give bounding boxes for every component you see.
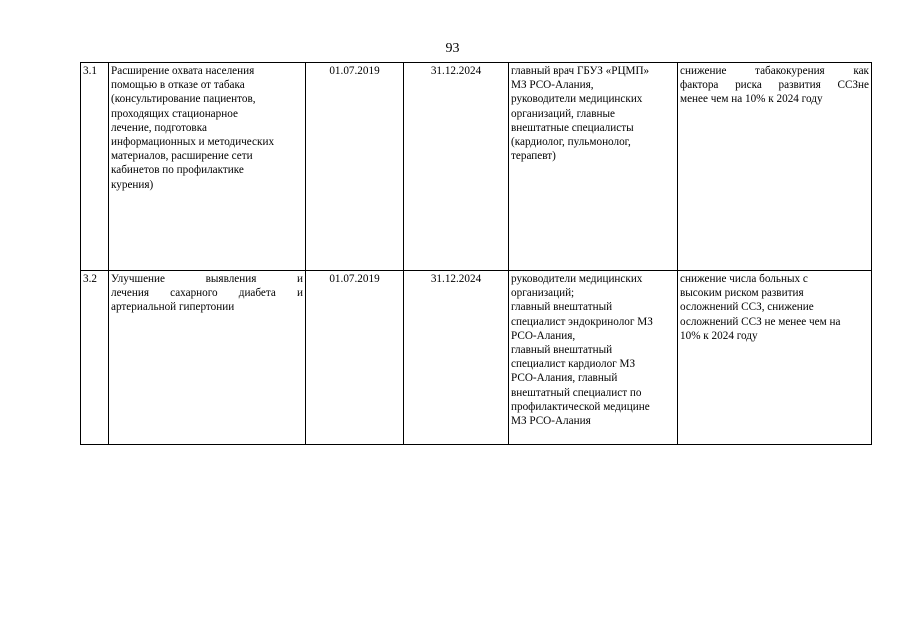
- page-number: 93: [445, 41, 460, 56]
- activity-plan-table: [80, 62, 872, 445]
- result-line: осложнений ССЗ, снижение: [680, 301, 814, 314]
- activity-cell: [109, 63, 306, 271]
- result-line: снижение числа больных с: [680, 273, 808, 285]
- activity-cell: [109, 271, 306, 445]
- responsible-line: МЗ РСО-Алания: [511, 415, 591, 428]
- responsible-line: руководители медицинских: [511, 93, 643, 106]
- responsible-line: РСО-Алания, главный: [511, 372, 618, 385]
- activity-line: артериальной гипертонии: [111, 301, 235, 314]
- activity-line: помощью в отказе от табака: [111, 79, 245, 92]
- responsible-cell: [509, 63, 678, 271]
- end-date: 31.12.2024: [404, 63, 509, 271]
- table-row: [81, 63, 872, 271]
- result-cell: [678, 63, 872, 271]
- activity-line: Улучшение выявления и: [111, 273, 303, 285]
- start-date: 01.07.2019: [306, 271, 404, 445]
- result-line: высоким риском развития: [680, 287, 804, 300]
- responsible-line: МЗ РСО-Алания,: [511, 79, 594, 92]
- responsible-cell: [509, 271, 678, 445]
- responsible-line: главный внештатный: [511, 344, 613, 357]
- start-date: 01.07.2019: [306, 63, 404, 271]
- responsible-line: организаций;: [511, 287, 575, 300]
- result-line: фактора риска развития ССЗне: [680, 79, 869, 92]
- row-number: 3.2: [81, 271, 109, 445]
- activity-line: Расширение охвата населения: [111, 65, 255, 77]
- responsible-line: специалист кардиолог МЗ: [511, 358, 636, 371]
- responsible-line: РСО-Алания,: [511, 329, 576, 342]
- result-line: осложнений ССЗ не менее чем на: [680, 315, 841, 328]
- responsible-line: специалист эндокринолог МЗ: [511, 315, 653, 328]
- activity-line: материалов, расширение сети: [111, 150, 253, 163]
- responsible-line: (кардиолог, пульмонолог,: [511, 136, 631, 149]
- activity-line: проходящих стационарное: [111, 107, 238, 120]
- activity-line: кабинетов по профилактике: [111, 164, 244, 177]
- responsible-line: руководители медицинских: [511, 273, 643, 285]
- activity-line: (консультирование пациентов,: [111, 93, 256, 106]
- responsible-line: внештатный специалист по: [511, 386, 642, 399]
- activity-line: курения): [111, 178, 154, 191]
- responsible-line: внештатные специалисты: [511, 121, 634, 134]
- responsible-line: профилактической медицине: [511, 400, 650, 413]
- result-line: менее чем на 10% к 2024 году: [680, 93, 823, 106]
- result-cell: [678, 271, 872, 445]
- result-line: снижение табакокурения как: [680, 65, 869, 77]
- responsible-line: главный врач ГБУЗ «РЦМП»: [511, 65, 650, 77]
- row-number: 3.1: [81, 63, 109, 271]
- result-line: 10% к 2024 году: [680, 329, 758, 342]
- table-row: [81, 271, 872, 445]
- activity-line: лечение, подготовка: [111, 121, 207, 134]
- activity-line: лечения сахарного диабета и: [111, 287, 303, 300]
- end-date: 31.12.2024: [404, 271, 509, 445]
- responsible-line: терапевт): [511, 150, 556, 163]
- responsible-line: главный внештатный: [511, 301, 613, 314]
- responsible-line: организаций, главные: [511, 107, 615, 120]
- activity-line: информационных и методических: [111, 136, 275, 149]
